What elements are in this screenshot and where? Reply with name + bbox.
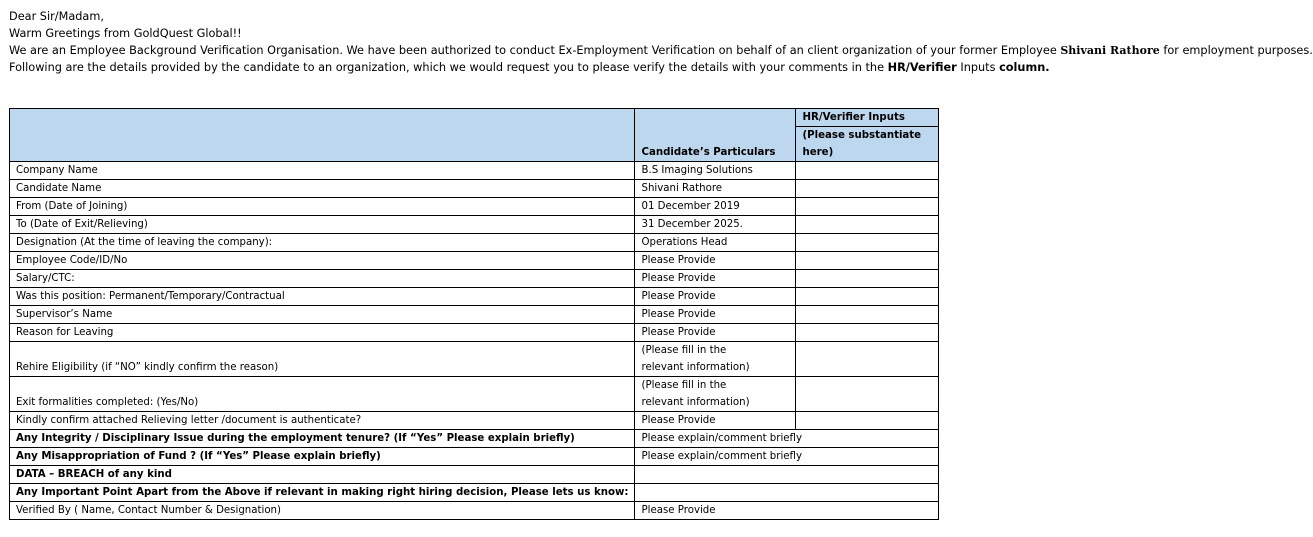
row-label: Designation (At the time of leaving the company): — [10, 234, 635, 252]
table-row — [10, 412, 939, 430]
table-row — [10, 288, 939, 306]
hr-input-cell[interactable] — [796, 377, 939, 412]
row-value[interactable]: Please explain/comment briefly — [635, 430, 939, 448]
row-label: Employee Code/ID/No — [10, 252, 635, 270]
row-value-line2: relevant information) — [641, 362, 750, 373]
header-blank-cell — [10, 109, 635, 162]
row-value: Please Provide — [635, 270, 796, 288]
hr-input-cell[interactable] — [796, 234, 939, 252]
header-hr-verifier — [796, 109, 939, 162]
row-value: Please Provide — [635, 324, 796, 342]
hr-input-cell[interactable] — [796, 180, 939, 198]
row-label: Any Important Point Apart from the Above if relevant in making right hiring decision, Please lets us know: — [10, 484, 635, 502]
request-column: column. — [999, 61, 1050, 74]
intro-text-after: for employment purposes. — [1159, 44, 1313, 57]
table-row — [10, 466, 939, 484]
row-label: Kindly confirm attached Relieving letter /document is authenticate? — [10, 412, 635, 430]
table-row — [10, 198, 939, 216]
row-label: DATA – BREACH of any kind — [10, 466, 635, 484]
row-label: From (Date of Joining) — [10, 198, 635, 216]
table-row — [10, 342, 939, 377]
row-value — [635, 342, 796, 377]
row-value: Please Provide — [635, 252, 796, 270]
request-hr-verifier: HR/Verifier — [887, 61, 957, 74]
table-row — [10, 377, 939, 412]
employee-name: Shivani Rathore — [1060, 44, 1160, 57]
row-label: Candidate Name — [10, 180, 635, 198]
row-value: B.S Imaging Solutions — [635, 162, 796, 180]
row-value — [635, 377, 796, 412]
row-value-line2: relevant information) — [641, 397, 750, 408]
table-row — [10, 324, 939, 342]
row-value: 01 December 2019 — [635, 198, 796, 216]
request-text-before: Following are the details provided by the candidate to an organization, which we would request you to please verify the details with your comments in the — [9, 61, 888, 74]
request-paragraph — [9, 59, 1304, 76]
table-row — [10, 430, 939, 448]
row-label: Exit formalities completed: (Yes/No) — [10, 377, 635, 412]
intro-text-before: We are an Employee Background Verification Organisation. We have been authorized to conduct Ex-Employment Verification on behalf of an client organization of your former Employee — [9, 44, 1061, 57]
row-label: To (Date of Exit/Relieving) — [10, 216, 635, 234]
row-label: Any Misappropriation of Fund ? (If “Yes” Please explain briefly) — [10, 448, 635, 466]
table-row — [10, 484, 939, 502]
row-value[interactable]: Please Provide — [635, 502, 939, 520]
hr-input-cell[interactable] — [796, 306, 939, 324]
header-hr-sub2: here) — [802, 147, 834, 158]
row-value: Shivani Rathore — [635, 180, 796, 198]
row-value[interactable] — [635, 484, 939, 502]
row-value: Please Provide — [635, 288, 796, 306]
table-row — [10, 502, 939, 520]
table-row — [10, 162, 939, 180]
hr-input-cell[interactable] — [796, 288, 939, 306]
table-header-row — [10, 109, 939, 162]
row-value: Please Provide — [635, 306, 796, 324]
hr-input-cell[interactable] — [796, 252, 939, 270]
table-row — [10, 306, 939, 324]
row-label: Supervisor’s Name — [10, 306, 635, 324]
row-value[interactable]: Please explain/comment briefly — [635, 448, 939, 466]
table-row — [10, 234, 939, 252]
row-label: Salary/CTC: — [10, 270, 635, 288]
header-hr-title: HR/Verifier Inputs — [796, 109, 938, 127]
request-inputs: Inputs — [956, 61, 1000, 74]
table-row — [10, 270, 939, 288]
row-value-line1: (Please fill in the — [641, 345, 727, 356]
row-label: Was this position: Permanent/Temporary/Contractual — [10, 288, 635, 306]
verification-table — [9, 108, 939, 520]
hr-input-cell[interactable] — [796, 342, 939, 377]
row-value: Operations Head — [635, 234, 796, 252]
row-label: Reason for Leaving — [10, 324, 635, 342]
row-label: Rehire Eligibility (if “NO” kindly confirm the reason) — [10, 342, 635, 377]
table-row — [10, 252, 939, 270]
table-row — [10, 216, 939, 234]
salutation: Dear Sir/Madam, — [9, 10, 104, 23]
hr-input-cell[interactable] — [796, 270, 939, 288]
header-hr-sub1: (Please substantiate — [802, 130, 922, 141]
row-value: 31 December 2025. — [635, 216, 796, 234]
row-label: Verified By ( Name, Contact Number & Designation) — [10, 502, 635, 520]
hr-input-cell[interactable] — [796, 162, 939, 180]
header-particulars: Candidate’s Particulars — [635, 109, 796, 162]
row-value: Please Provide — [635, 412, 796, 430]
row-value[interactable] — [635, 466, 939, 484]
hr-input-cell[interactable] — [796, 198, 939, 216]
hr-input-cell[interactable] — [796, 324, 939, 342]
row-value-line1: (Please fill in the — [641, 380, 727, 391]
letter-body — [9, 8, 1313, 76]
greeting: Warm Greetings from GoldQuest Global!! — [9, 27, 242, 40]
row-label: Any Integrity / Disciplinary Issue during the employment tenure? (If “Yes” Please explain briefly) — [10, 430, 635, 448]
hr-input-cell[interactable] — [796, 216, 939, 234]
hr-input-cell[interactable] — [796, 412, 939, 430]
table-row — [10, 448, 939, 466]
table-row — [10, 180, 939, 198]
intro-paragraph — [9, 42, 1313, 59]
row-label: Company Name — [10, 162, 635, 180]
